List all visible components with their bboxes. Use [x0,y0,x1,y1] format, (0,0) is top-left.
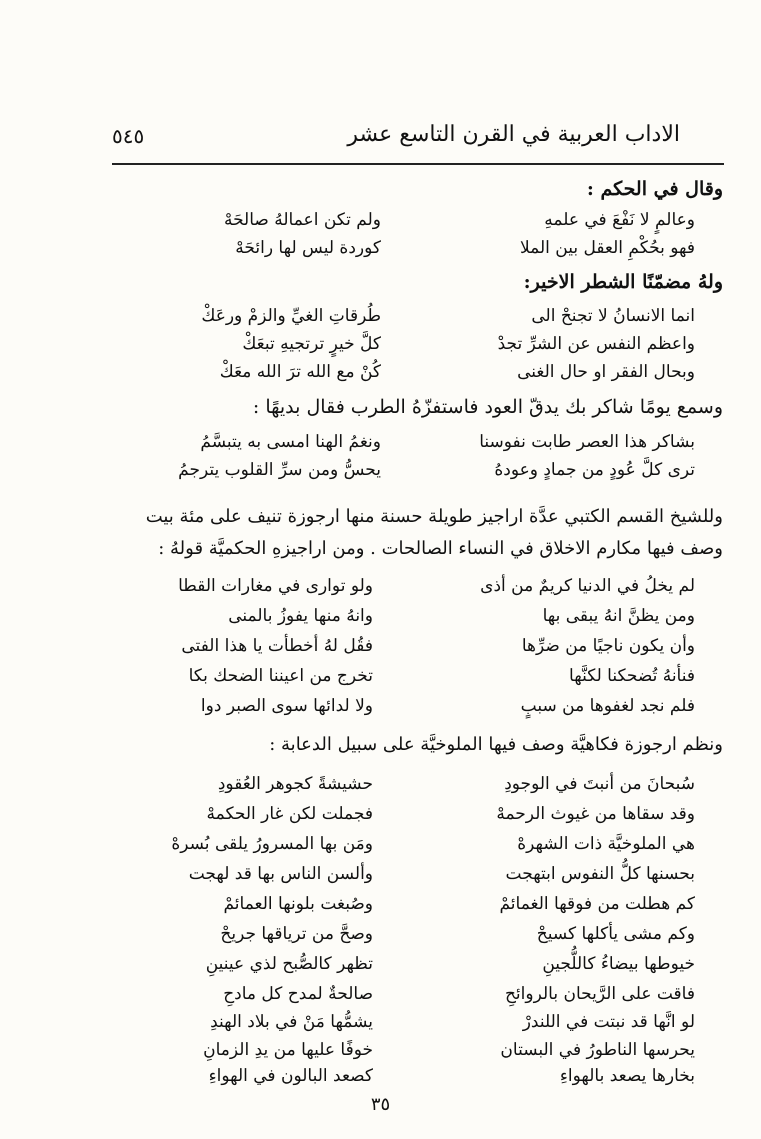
verse-second-hemistich: وصحَّ من ترياقها جريحْ [220,924,373,944]
verse-first-hemistich: بحسنها كلُّ النفوس ابتهجت [505,864,695,884]
verse-first-hemistich: ومن يظنَّ انهُ يبقى بها [542,606,695,626]
verse-first-hemistich: وبحال الفقر او حال الغنى [517,362,695,382]
verse-second-hemistich: تظهر كالصُّبح لذي عينينِ [205,954,373,974]
verse-second-hemistich: تخرج من اعيننا الضحك بكا [188,666,373,686]
verse-first-hemistich: وكم مشى يأكلها كسيحْ [536,924,695,944]
verse-second-hemistich: كوردة ليس لها رائحَهْ [235,238,381,258]
section-heading: ولهُ مضمّنًا الشطر الاخير: [523,271,723,293]
prose-line: وللشيخ القسم الكتبي عدَّة اراجيز طويلة حسنة منها ارجوزة تنيف على مئة بيت [145,506,723,527]
verse-first-hemistich: سُبحانَ من أنبتَ في الوجودِ [504,774,695,794]
verse-second-hemistich: ولو توارى في مغارات القطا [178,576,373,596]
verse-first-hemistich: يحرسها الناطورُ في البستان [500,1040,695,1060]
verse-first-hemistich: لو انَّها قد نبتت في اللندرْ [522,1012,695,1032]
verse-second-hemistich: يشمُّها مَنْ في بلاد الهندِ [210,1012,373,1032]
verse-second-hemistich: كلَّ خيرٍ ترتجيهِ تبعَكْ [242,334,381,354]
verse-first-hemistich: انما الانسانُ لا تجنحْ الى [531,306,695,326]
section-heading: وسمع يومًا شاكر بك يدقّ العود فاستفزّهُ الطرب فقال بديهًا : [252,396,723,418]
verse-second-hemistich: ومَن بها المسرورُ يلقى بُسرهْ [171,834,373,854]
verse-second-hemistich: يحسُّ ومن سرِّ القلوب يترجمُ [178,460,381,480]
signature-mark: ٣٥ [370,1094,391,1115]
prose-line: وصف فيها مكارم الاخلاق في النساء الصالحات . ومن اراجيزهِ الحكميَّة قولهُ : [158,538,723,559]
verse-second-hemistich: وألسن الناس بها قد لهجت [188,864,373,884]
verse-first-hemistich: فنأنهُ تُضحكنا لكنَّها [569,666,695,686]
section-heading: وقال في الحكم : [586,178,723,200]
page-number: ٥٤٥ [112,124,145,148]
verse-second-hemistich: ونغمُ الهنا امسى به يتبسَّمُ [200,432,381,452]
verse-first-hemistich: بشاكر هذا العصر طابت نفوسنا [479,432,695,452]
verse-second-hemistich: خوفًا عليها من يدِ الزمانِ [203,1040,373,1060]
running-header [112,118,720,162]
verse-first-hemistich: لم يخلُ في الدنيا كريمٌ من أذى [480,576,695,596]
verse-second-hemistich: كصعد البالون في الهواءِ [208,1066,373,1086]
verse-first-hemistich: هي الملوخيَّة ذات الشهرهْ [517,834,695,854]
verse-second-hemistich: فقُل لهُ أخطأت يا هذا الفتى [181,636,373,656]
verse-first-hemistich: وعالمٍ لا نَفْعَ في علمهِ [544,210,695,230]
header-title: الاداب العربية في القرن التاسع عشر [347,122,680,147]
verse-second-hemistich: وانهُ منها يفوزُ بالمنى [228,606,373,626]
verse-second-hemistich: كُنْ مع الله ترَ الله معَكْ [219,362,381,382]
verse-second-hemistich: حشيشةً كجوهر العُقودِ [217,774,373,794]
prose-line: ونظم ارجوزة فكاهيَّة وصف فيها الملوخيَّة على سبيل الدعابة : [269,734,723,755]
verse-first-hemistich: وأن يكون ناجيًا من ضرِّها [521,636,695,656]
verse-second-hemistich: ولم تكن اعمالهُ صالحَهْ [223,210,381,230]
verse-first-hemistich: بخارها يصعد بالهواءِ [559,1066,695,1086]
verse-first-hemistich: فلم نجد لغفوها من سببٍ [520,696,695,716]
verse-second-hemistich: وصُبغت بلونها العمائمْ [223,894,373,914]
verse-first-hemistich: وقد سقاها من غيوث الرحمهْ [496,804,695,824]
verse-second-hemistich: صالحةٌ لمدح كل مادحِ [223,984,373,1004]
verse-first-hemistich: فهو بحُكْمِ العقل بين الملا [519,238,695,258]
verse-first-hemistich: خيوطها بيضاءُ كاللُّجينِ [542,954,695,974]
verse-second-hemistich: طُرقاتِ الغيِّ والزمْ ورعَكْ [201,306,381,326]
verse-first-hemistich: فاقت على الرَّيحان بالروائحِ [504,984,695,1004]
verse-second-hemistich: ولا لدائها سوى الصبر دوا [200,696,373,716]
verse-second-hemistich: فجملت لكن غار الحكمهْ [206,804,373,824]
verse-first-hemistich: واعظم النفس عن الشرِّ تجدْ [497,334,695,354]
verse-first-hemistich: ترى كلَّ عُودٍ من جمادٍ وعودهُ [494,460,695,480]
header-rule [112,163,724,165]
verse-first-hemistich: كم هطلت من فوقها الغمائمْ [499,894,695,914]
